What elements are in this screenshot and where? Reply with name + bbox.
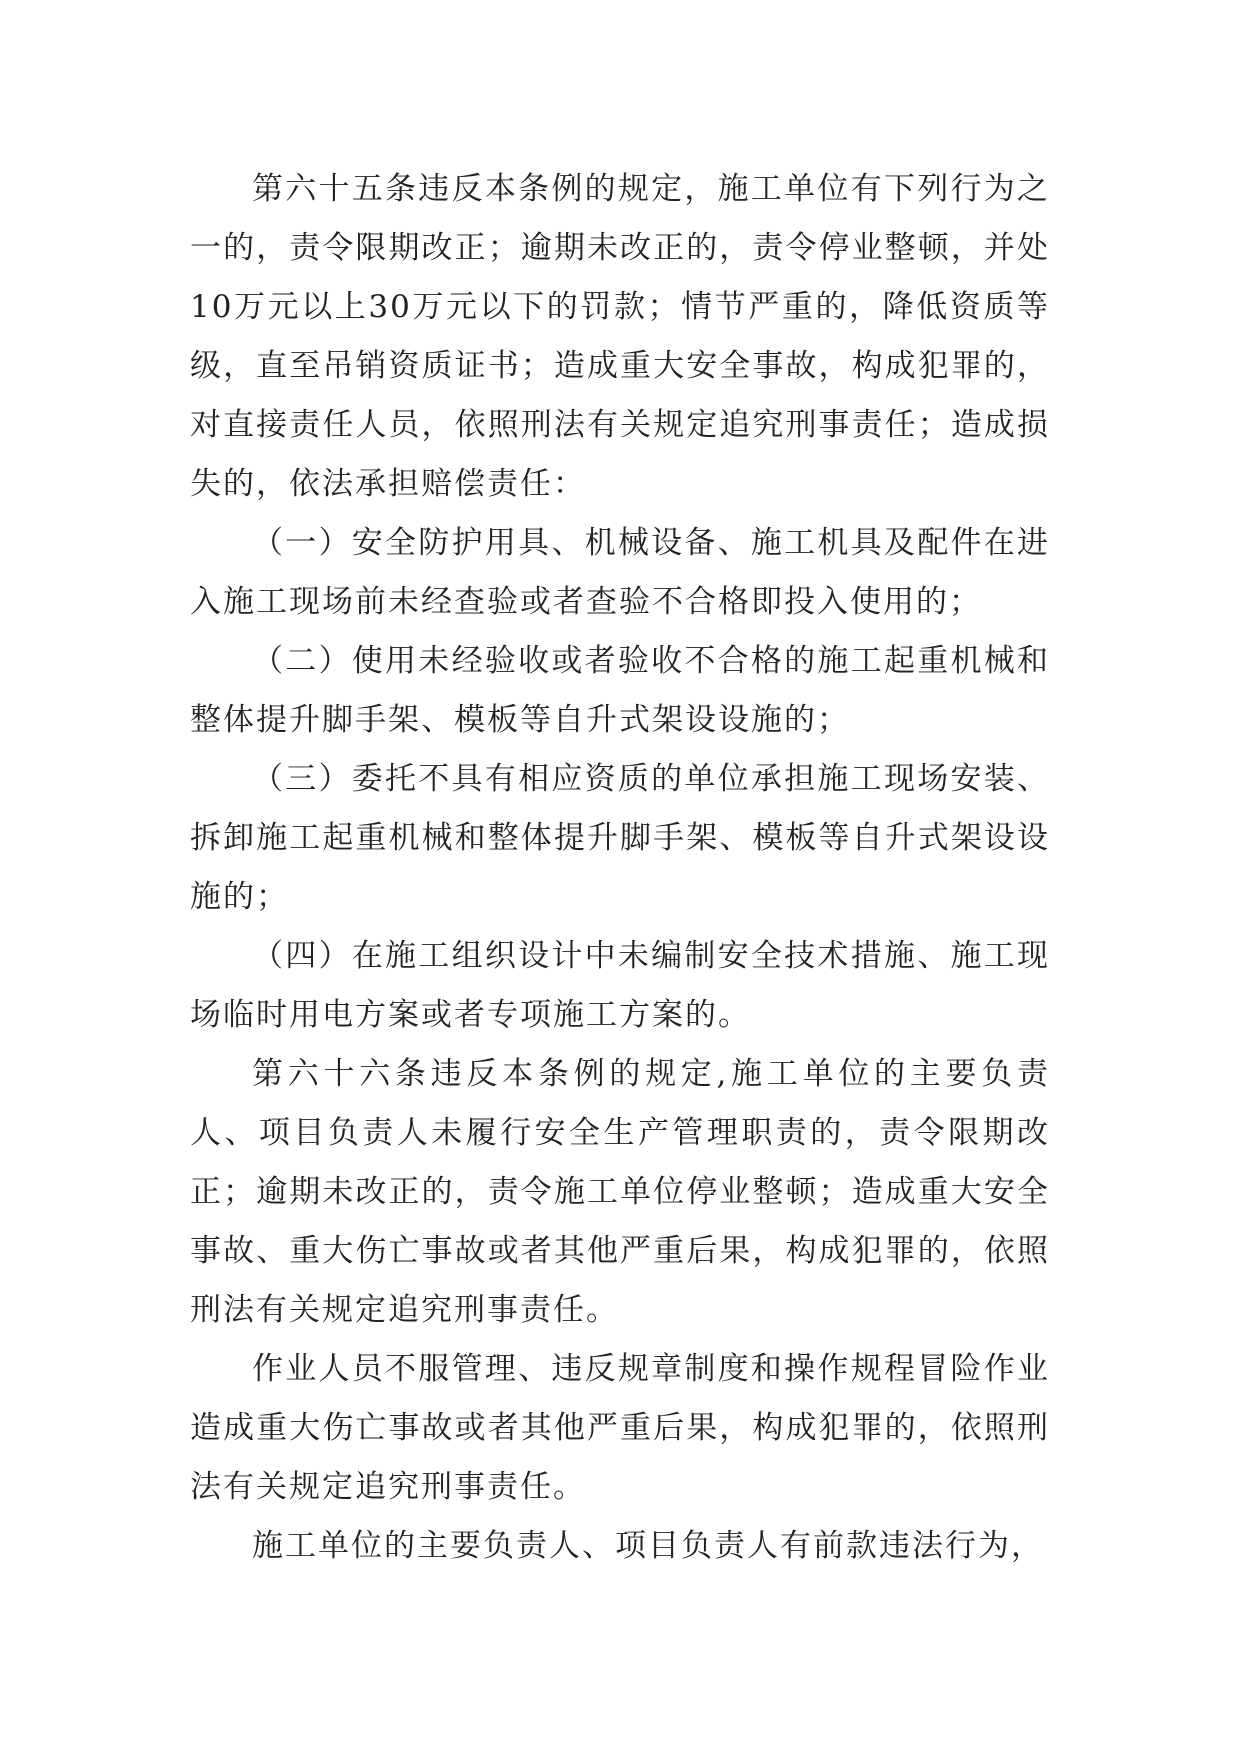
responsible-persons-paragraph: 施工单位的主要负责人、项目负责人有前款违法行为， [252,1528,1044,1564]
article-65-paragraph: 第六十五条违反本条例的规定，施工单位有下列行为之一的，责令限期改正；逾期未改正的，责令停业整顿，并处10万元以上30万元以下的罚款；情节严重的，降低资质等级，直至吊销资质证书；造成重大安全事故，构成犯罪的，对直接责任人员，依照刑法有关规定追究刑事责任；造成损失的，依法承担赔偿责任： [190,171,1050,502]
document-body [190,160,1050,1576]
item-2-paragraph: （二）使用未经验收或者验收不合格的施工起重机械和整体提升脚手架、模板等自升式架设设施的； [190,643,1050,738]
item-1-paragraph: （一）安全防护用具、机械设备、施工机具及配件在进入施工现场前未经查验或者查验不合格即投入使用的； [190,525,1050,620]
item-3-paragraph: （三）委托不具有相应资质的单位承担施工现场安装、拆卸施工起重机械和整体提升脚手架、模板等自升式架设设施的； [190,761,1050,915]
workers-paragraph: 作业人员不服管理、违反规章制度和操作规程冒险作业造成重大伤亡事故或者其他严重后果，构成犯罪的，依照刑法有关规定追究刑事责任。 [190,1351,1050,1505]
item-4-paragraph: （四）在施工组织设计中未编制安全技术措施、施工现场临时用电方案或者专项施工方案的。 [190,938,1050,1033]
article-66-paragraph: 第六十六条违反本条例的规定,施工单位的主要负责人、项目负责人未履行安全生产管理职责的，责令限期改正；逾期未改正的，责令施工单位停业整顿；造成重大安全事故、重大伤亡事故或者其他严重后果，构成犯罪的，依照刑法有关规定追究刑事责任。 [190,1056,1050,1328]
